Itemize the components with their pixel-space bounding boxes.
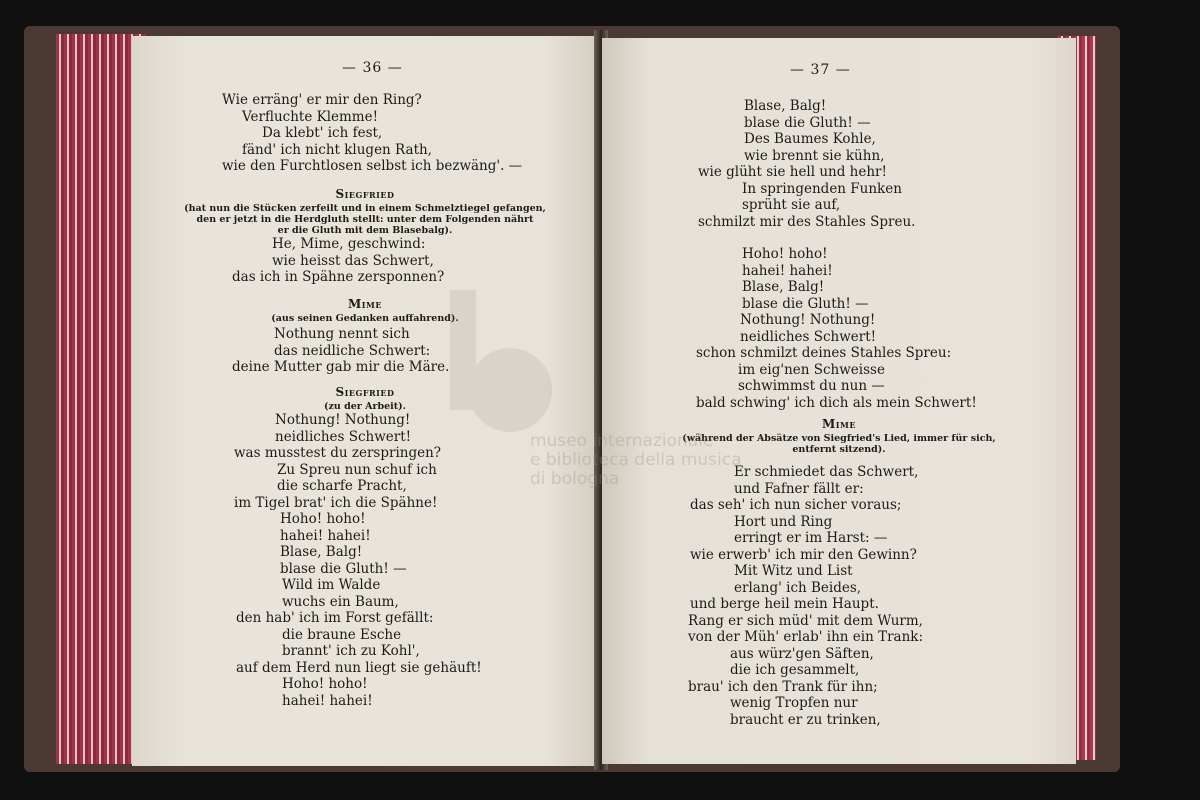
verse-block <box>132 326 449 376</box>
verse-line: schwimmst du nun — <box>738 378 885 394</box>
verse-line: Hoho! hoho! <box>742 246 828 262</box>
verse-block <box>602 246 977 411</box>
verse-line: Blase, Balg! <box>280 544 363 560</box>
verse-line: Verfluchte Klemme! <box>242 108 379 125</box>
verse-line: erlang' ich Beides, <box>734 579 862 596</box>
stage-block-1 <box>132 186 598 236</box>
verse-line: im eig'nen Schweisse <box>738 361 885 378</box>
verse-line: erringt er im Harst: — <box>734 530 888 546</box>
verse-line: In springenden Funken <box>742 180 902 197</box>
verse-line: die ich gesammelt, <box>730 662 860 678</box>
verse-line: wenig Tropfen nur <box>730 695 858 711</box>
verse-line: Des Baumes Kohle, <box>744 131 876 147</box>
verse-line: wie den Furchtlosen selbst ich bezwäng'. — <box>222 158 523 174</box>
speaker-label: Mime <box>348 297 382 311</box>
verse-line: was musstest du zerspringen? <box>234 445 442 461</box>
verse-line: und berge heil mein Haupt. <box>690 596 879 612</box>
verse-line: auf dem Herd nun liegt sie gehäuft! <box>236 659 482 676</box>
verse-line: Da klebt' ich fest, <box>262 125 383 141</box>
speaker-label: Mime <box>822 417 856 431</box>
stage-direction: (während der Absätze von Siegfried's Lied, immer für sich, <box>682 432 996 444</box>
verse-line: das neidliche Schwert: <box>274 342 431 359</box>
verse-line: Wild im Walde <box>282 577 381 593</box>
verse-block <box>602 464 923 728</box>
stage-direction: den er jetzt in die Herdgluth stellt: unter dem Folgenden nährt <box>196 213 534 225</box>
verse-line: hahei! hahei! <box>282 692 373 709</box>
verse-line: wie glüht sie hell und hehr! <box>698 164 887 180</box>
page-number-37: — 37 — <box>790 62 851 78</box>
verse-line: Hoho! hoho! <box>280 511 366 527</box>
verse-line: schon schmilzt deines Stahles Spreu: <box>696 345 952 361</box>
page-number-36: — 36 — <box>342 60 403 76</box>
verse-line: aus würz'gen Säften, <box>730 645 874 662</box>
right-page <box>602 38 1076 764</box>
verse-line: blase die Gluth! — <box>742 295 869 312</box>
verse-line: Er schmiedet das Schwert, <box>734 464 919 480</box>
verse-line: das seh' ich nun sicher voraus; <box>690 497 902 513</box>
verse-line: brannt' ich zu Kohl', <box>282 643 420 659</box>
stage-direction: (hat nun die Stücken zerfeilt und in einem Schmelztiegel gefangen, <box>184 202 546 214</box>
verse-line: Nothung! Nothung! <box>740 312 876 328</box>
verse-line: schmilzt mir des Stahles Spreu. <box>698 213 916 230</box>
stage-direction: (zu der Arbeit). <box>324 400 406 412</box>
verse-line: brau' ich den Trank für ihn; <box>688 678 878 695</box>
verse-line: wie heisst das Schwert, <box>272 252 434 269</box>
verse-line: sprüht sie auf, <box>742 197 841 213</box>
verse-line: Nothung! Nothung! <box>275 412 411 428</box>
verse-line: Hoho! hoho! <box>282 676 368 692</box>
verse-line: hahei! hahei! <box>742 262 833 279</box>
verse-line: im Tigel brat' ich die Spähne! <box>234 494 438 511</box>
watermark-logo-icon <box>430 290 570 440</box>
verse-line: blase die Gluth! — <box>280 560 407 577</box>
verse-line: wie brennt sie kühn, <box>744 147 885 164</box>
verse-line: deine Mutter gab mir die Märe. <box>232 359 450 375</box>
verse-line: Zu Spreu nun schuf ich <box>277 461 437 478</box>
watermark-line: museo internazionale <box>530 431 714 451</box>
verse-line: wuchs ein Baum, <box>282 593 399 610</box>
verse-block <box>132 92 522 175</box>
verse-line: blase die Gluth! — <box>744 114 871 131</box>
verse-line: Mit Witz und List <box>734 563 853 579</box>
verse-line: und Fafner fällt er: <box>734 480 864 497</box>
watermark-line: di bologna <box>530 469 620 489</box>
verse-line: wie erwerb' ich mir den Gewinn? <box>690 546 917 563</box>
verse-line: Blase, Balg! <box>742 279 825 295</box>
verse-block <box>132 412 482 676</box>
watermark-text <box>530 432 770 489</box>
stage-direction: entfernt sitzend). <box>792 443 886 455</box>
verse-block <box>602 98 915 230</box>
verse-line: hahei! hahei! <box>280 527 371 544</box>
verse-block <box>132 676 373 709</box>
speaker-label: Siegfried <box>335 385 395 399</box>
verse-line: He, Mime, geschwind: <box>272 236 426 252</box>
verse-line: Wie erräng' er mir den Ring? <box>222 92 422 108</box>
verse-line: den hab' ich im Forst gefällt: <box>236 610 434 626</box>
verse-line: braucht er zu trinken, <box>730 711 881 728</box>
watermark-line: e biblioteca della musica <box>530 450 742 470</box>
verse-line: Nothung nennt sich <box>274 326 410 342</box>
verse-line: die braune Esche <box>282 626 402 643</box>
verse-line: von der Müh' erlab' ihn ein Trank: <box>688 629 924 645</box>
stage-direction: er die Gluth mit dem Blasebalg). <box>277 224 453 236</box>
verse-line: bald schwing' ich dich als mein Schwert! <box>696 394 977 411</box>
verse-line: Blase, Balg! <box>744 98 827 114</box>
verse-line: Rang er sich müd' mit dem Wurm, <box>688 612 923 629</box>
speaker-label: Siegfried <box>335 187 395 201</box>
verse-line: das ich in Spähne zersponnen? <box>232 269 445 285</box>
verse-line: Hort und Ring <box>734 513 833 530</box>
verse-block <box>132 236 444 286</box>
verse-line: die scharfe Pracht, <box>277 478 407 494</box>
verse-line: neidliches Schwert! <box>740 328 877 345</box>
verse-line: neidliches Schwert! <box>275 428 412 445</box>
stage-direction: (aus seinen Gedanken auffahrend). <box>271 312 459 324</box>
verse-line: fänd' ich nicht klugen Rath, <box>242 141 432 158</box>
